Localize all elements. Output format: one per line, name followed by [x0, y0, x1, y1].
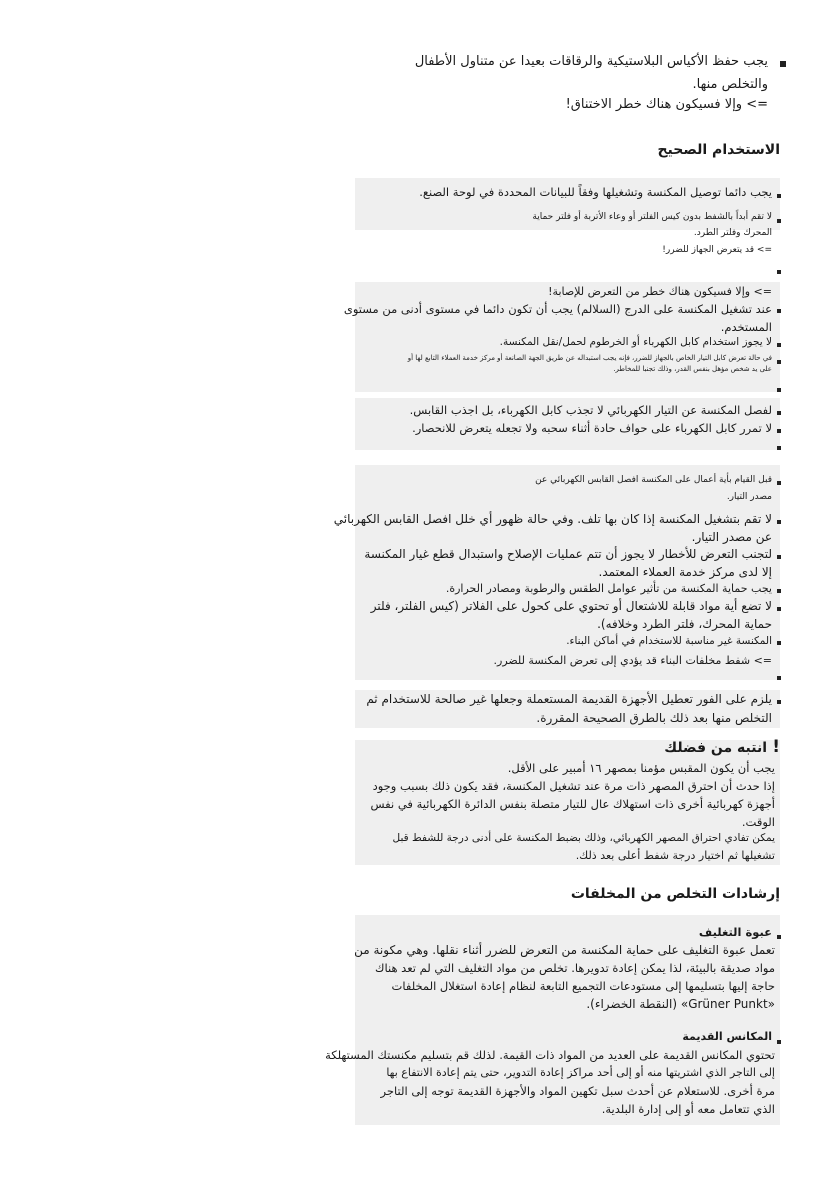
warning-icon: !: [772, 737, 780, 757]
bullet: [777, 343, 781, 347]
item-3: => وإلا فسيكون هناك خطر من التعرض للإصابة!: [548, 285, 772, 298]
item-9-line-1: قبل القيام بأية أعمال على المكنسة افصل القابس الكهربائي عن: [535, 475, 772, 485]
bullet: [777, 641, 781, 645]
bullet: [777, 194, 781, 198]
item-6-line-2: على يد شخص مؤهل بنفس القدر، وذلك تجنبا للمخاطر.: [613, 365, 772, 373]
old-appliances-title: المكانس القديمة: [682, 1030, 772, 1043]
bullet: [777, 700, 781, 704]
top-line-3: => وإلا فسيكون هناك خطر الاختناق!: [565, 97, 768, 112]
packaging-line-3: حاجة إليها بتسليمها إلى مستودعات التجميع التابعة لنظام إعادة استغلال المخلفات: [391, 979, 775, 993]
item-2-line-1: لا تقم أبداً بالشفط بدون كيس الفلتر أو وعاء الأتربة أو فلتر حماية: [532, 212, 772, 222]
old-appliances-line-1: تحتوي المكانس القديمة على العديد من المواد ذات القيمة. لذلك قم بتسليم مكنستك المستهلكة: [325, 1048, 775, 1062]
attention-line-2: إذا حدث أن احترق المصهر ذات مرة عند تشغيل المكنسة، فقد يكون ذلك بسبب وجود: [372, 779, 775, 793]
item-11-line-1: لتجنب التعرض للأخطار لا يجوز أن تتم عمليات الإصلاح واستبدال قطع غيار المكنسة: [364, 547, 772, 561]
bullet: [777, 411, 781, 415]
item-1: يجب دائما توصيل المكنسة وتشغيلها وفقاً للبيانات المحددة في لوحة الصنع.: [419, 185, 772, 199]
bullet: [777, 1040, 781, 1044]
item-10-line-1: لا تقم بتشغيل المكنسة إذا كان بها تلف. وفي حالة ظهور أي خلل افصل القابس الكهربائي: [333, 512, 772, 526]
item-15-line-2: التخلص منها بعد ذلك بالطرق الصحيحة المقررة.: [536, 711, 772, 725]
bullet: [777, 309, 781, 313]
item-10-line-2: عن مصدر التيار.: [691, 530, 772, 544]
attention-title: انتبه من فضلك: [664, 740, 767, 756]
old-appliances-line-2: إلى التاجر الذي اشتريتها منه أو إلى أحد مراكز إعادة التدوير، حتى يتم إعادة الانتفاع بها: [386, 1066, 775, 1079]
item-13-line-1: لا تضع أية مواد قابلة للاشتعال أو تحتوي على كحول على الفلاتر (كيس الفلتر، فلتر: [370, 599, 772, 613]
item-4-line-2: المستخدم.: [720, 320, 772, 334]
item-2-line-3: => قد يتعرض الجهاز للضرر!: [662, 245, 772, 255]
bullet: [777, 520, 781, 524]
bullet: [777, 429, 781, 433]
bullet: [777, 676, 781, 680]
bullet: [777, 555, 781, 559]
attention-line-4: الوقت.: [741, 815, 775, 829]
top-line-2: والتخلص منها.: [692, 77, 768, 92]
bullet: [777, 446, 781, 450]
attention-line-3: أجهزة كهربائية أخرى ذات استهلاك عال للتيار متصلة بنفس الدائرة الكهربائية في نفس: [370, 797, 775, 811]
bullet: [777, 935, 781, 939]
packaging-title: عبوة التغليف: [698, 925, 772, 939]
old-appliances-line-4: الذي تتعامل معه أو إلى إدارة البلدية.: [601, 1102, 775, 1116]
bullet: [777, 388, 781, 392]
section-title-correct-use: الاستخدام الصحيح: [657, 142, 780, 158]
bullet: [777, 360, 781, 364]
item-12: يجب حماية المكنسة من تأثير عوامل الطقس والرطوبة ومصادر الحرارة.: [445, 582, 772, 595]
bullet: [777, 589, 781, 593]
item-14: المكنسة غير مناسبة للاستخدام في أماكن البناء.: [566, 635, 772, 647]
old-appliances-line-3: مرة أخرى. للاستعلام عن أحدث سبل تكهين المواد والأجهزة القديمة توجه إلى التاجر: [380, 1084, 775, 1098]
packaging-line-4: «Grüner Punkt» (النقطة الخضراء).: [586, 997, 775, 1011]
bullet: [777, 481, 781, 485]
bullet-square: [780, 61, 786, 67]
top-line-1: يجب حفظ الأكياس البلاستيكية والرقاقات بعيدا عن متناول الأطفال: [414, 54, 768, 69]
item-6-line-1: في حالة تعرض كابل التيار الخاص بالجهاز للضرر، فإنه يجب استبداله عن طريق الجهة الصانعة أو مركز خدمة العملاء التابع لها أو: [407, 354, 772, 362]
item-9-line-2: مصدر التيار.: [726, 492, 772, 502]
item-4-line-1: عند تشغيل المكنسة على الدرج (السلالم) يجب أن تكون دائما في مستوى أدنى من مستوى: [343, 302, 772, 316]
packaging-line-2: مواد صديقة بالبيئة، لذا يمكن إعادة تدويرها. تخلص من مواد التغليف التي لم تعد هناك: [375, 961, 775, 975]
item-11-line-2: إلا لدى مركز خدمة العملاء المعتمد.: [598, 565, 772, 579]
attention-line-5: يمكن تفادي احتراق المصهر الكهربائي، وذلك بضبط المكنسة على أدنى درجة للشفط قبل: [392, 832, 775, 844]
bullet: [777, 607, 781, 611]
item-7: لفصل المكنسة عن التيار الكهربائي لا تجذب كابل الكهرباء، بل اجذب القابس.: [409, 403, 772, 417]
section-title-disposal: إرشادات التخلص من المخلفات: [570, 886, 780, 902]
bullet: [777, 219, 781, 223]
attention-line-1: يجب أن يكون المقبس مؤمنا بمصهر ١٦ أمبير على الأقل.: [507, 761, 775, 775]
item-15-line-1: يلزم على الفور تعطيل الأجهزة القديمة المستعملة وجعلها غير صالحة للاستخدام ثم: [366, 692, 772, 706]
bullet: [777, 270, 781, 274]
attention-line-6: تشغيلها ثم اختيار درجة شفط أعلى بعد ذلك.: [575, 849, 775, 862]
packaging-line-1: تعمل عبوة التغليف على حماية المكنسة من التعرض للضرر أثناء نقلها. وهي مكونة من: [354, 943, 775, 957]
item-5: لا يجوز استخدام كابل الكهرباء أو الخرطوم لحمل/نقل المكنسة.: [499, 336, 772, 348]
item-2-line-2: المحرك وفلتر الطرد.: [693, 228, 772, 238]
item-8: لا تمرر كابل الكهرباء على حواف حادة أثناء سحبه ولا تجعله يتعرض للانحصار.: [412, 421, 772, 435]
item-14-line-2: => شفط مخلفات البناء قد يؤدي إلى تعرض المكنسة للضرر.: [493, 654, 772, 667]
item-13-line-2: حماية المحرك، فلتر الطرد وخلافه).: [597, 617, 772, 631]
